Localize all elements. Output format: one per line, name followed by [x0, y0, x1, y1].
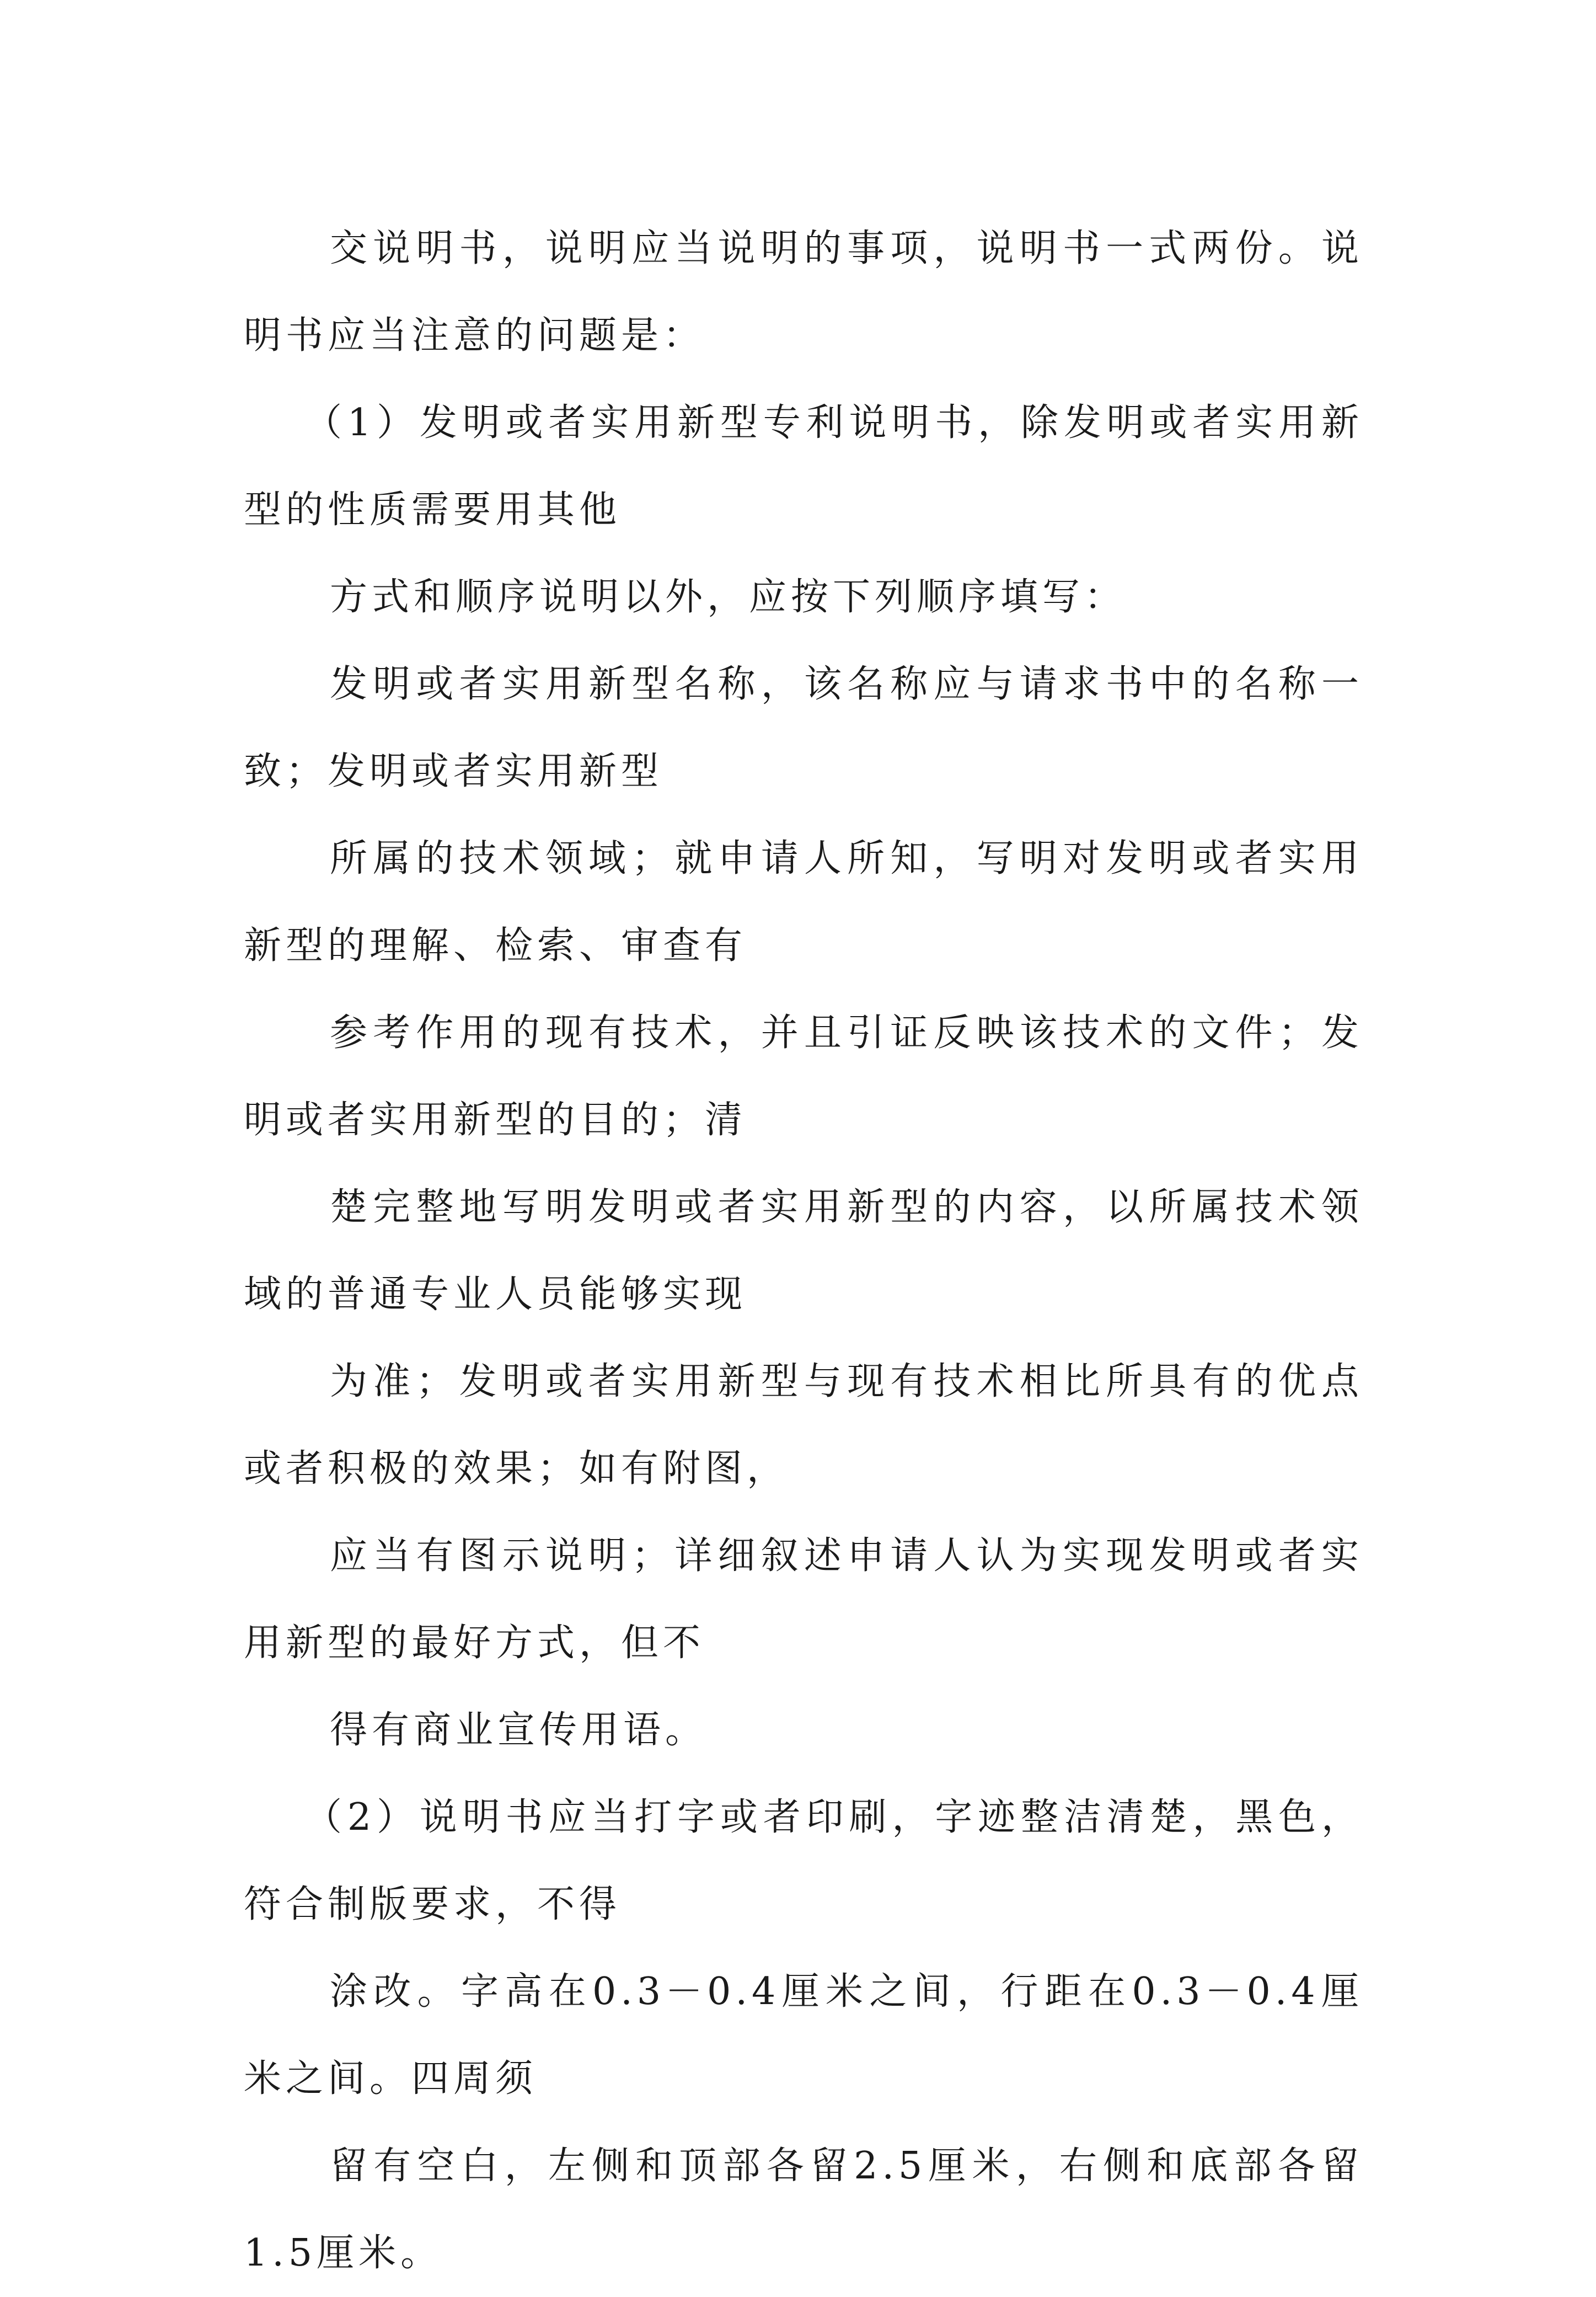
paragraph: 应当有图示说明；详细叙述申请人认为实现发明或者实用新型的最好方式，但不	[244, 1534, 1363, 1665]
paragraph: （2）说明书应当打字或者印刷，字迹整洁清楚，黑色，符合制版要求，不得	[244, 1796, 1363, 1926]
paragraph: 所属的技术领域；就申请人所知，写明对发明或者实用新型的理解、检索、审查有	[244, 837, 1363, 968]
paragraph: 留有空白，左侧和顶部各留2.5厘米，右侧和底部各留1.5厘米。	[244, 2144, 1363, 2275]
paragraph: 方式和顺序说明以外，应按下列顺序填写：	[330, 575, 1127, 619]
paragraph: 为准；发明或者实用新型与现有技术相比所具有的优点或者积极的效果；如有附图，	[244, 1360, 1363, 1491]
document-body	[244, 205, 1363, 2297]
paragraph: 参考作用的现有技术，并且引证反映该技术的文件；发明或者实用新型的目的；清	[244, 1011, 1363, 1142]
paragraph: 发明或者实用新型名称，该名称应与请求书中的名称一致；发明或者实用新型	[244, 663, 1363, 793]
paragraph: 楚完整地写明发明或者实用新型的内容，以所属技术领域的普通专业人员能够实现	[244, 1185, 1363, 1316]
paragraph: 涂改。字高在0.3－0.4厘米之间，行距在0.3－0.4厘米之间。四周须	[244, 1970, 1363, 2101]
paragraph: 得有商业宣传用语。	[330, 1708, 708, 1752]
paragraph: 交说明书，说明应当说明的事项，说明书一式两份。说明书应当注意的问题是：	[244, 227, 1363, 357]
paragraph: （1）发明或者实用新型专利说明书，除发明或者实用新型的性质需要用其他	[244, 401, 1363, 532]
